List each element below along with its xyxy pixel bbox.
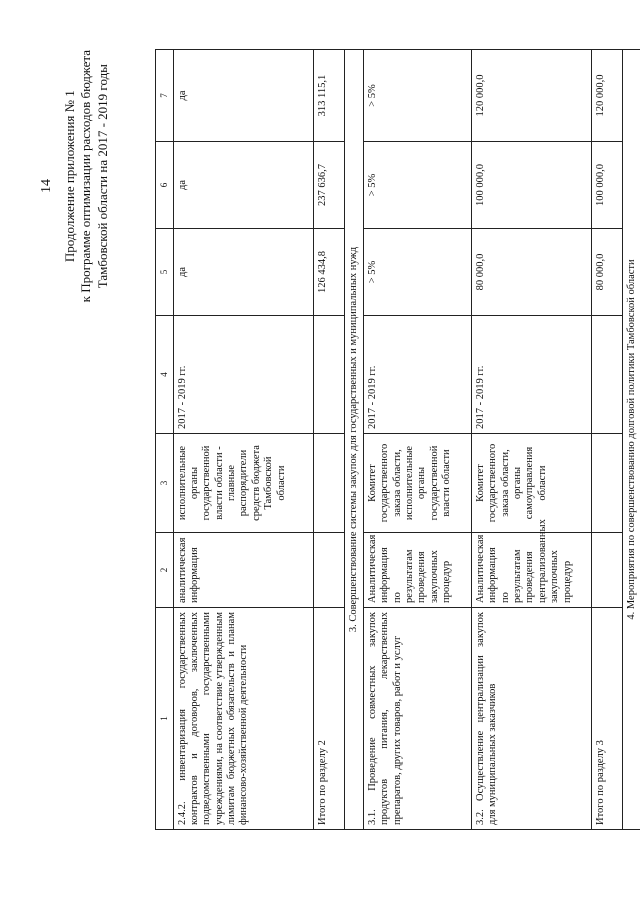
total-label: Итого по разделу 2 [313, 608, 344, 830]
total-2018: 237 636,7 [313, 142, 344, 229]
period-cell: 2017 - 2019 гг. [173, 316, 313, 434]
col-number: 2 [156, 533, 174, 608]
column-number-row [156, 50, 174, 830]
year-2018-cell: да [173, 142, 313, 229]
total-2018: 100 000,0 [591, 142, 622, 229]
col-number: 3 [156, 434, 174, 533]
total-2019: 313 115,1 [313, 50, 344, 142]
year-2019-cell: > 5% [363, 50, 471, 142]
caption-line-2: к Программе оптимизации расходов бюджета [78, 50, 94, 303]
total-2017: 126 434,8 [313, 229, 344, 316]
measures-table [155, 49, 640, 830]
total-2019: 120 000,0 [591, 50, 622, 142]
total-section-3-row [591, 50, 622, 830]
table-row-3-2 [471, 50, 591, 830]
table-row-3-1 [363, 50, 471, 830]
table-row-2-4-2 [173, 50, 313, 830]
year-2019-cell: 120 000,0 [471, 50, 591, 142]
page-number: 14 [39, 179, 54, 193]
executor-cell: Комитет государственного заказа области, исполнительные органы государственной власти области [363, 434, 471, 533]
section-3-heading-row [344, 50, 363, 830]
executor-cell: Комитет государственного заказа области, органы самоуправления области [471, 434, 591, 533]
executor-cell: исполнительные органы государственной власти области - главные распорядители средств бюджета Тамбовской области [173, 434, 313, 533]
result-form-cell: Аналитическая информация по результатам проведения закупочных процедур [363, 533, 471, 608]
year-2017-cell: да [173, 229, 313, 316]
period-cell: 2017 - 2019 гг. [363, 316, 471, 434]
period-cell: 2017 - 2019 гг. [471, 316, 591, 434]
measure-cell: 2.4.2. инвентаризация государственных контрактов и договоров, заключенных подведомственными государственными учреждениями, на соответствие утвержденным лимитам бюджетных обязательств и планам финансово-хозяйственной деятельности [173, 608, 313, 830]
year-2018-cell: 100 000,0 [471, 142, 591, 229]
year-2018-cell: > 5% [363, 142, 471, 229]
total-section-2-row [313, 50, 344, 830]
col-number: 7 [156, 50, 174, 142]
col-number: 4 [156, 316, 174, 434]
col-number: 6 [156, 142, 174, 229]
appendix-caption [62, 50, 111, 302]
total-2017: 80 000,0 [591, 229, 622, 316]
section-heading: 4. Мероприятия по совершенствованию долговой политики Тамбовской области [622, 50, 640, 830]
total-label: Итого по разделу 3 [591, 608, 622, 830]
result-form-cell: Аналитическая информация по результатам проведения централизованных закупочных процедур [471, 533, 591, 608]
col-number: 1 [156, 608, 174, 830]
year-2017-cell: > 5% [363, 229, 471, 316]
year-2019-cell: да [173, 50, 313, 142]
measure-cell: 3.1. Проведение совместных закупок продуктов питания, лекарственных препаратов, других товаров, работ и услуг [363, 608, 471, 830]
measure-cell: 3.2. Осуществление централизации закупок для муниципальных заказчиков [471, 608, 591, 830]
caption-line-1: Продолжение приложения № 1 [62, 90, 77, 263]
caption-line-3: Тамбовской области на 2017 - 2019 годы [94, 64, 110, 289]
section-heading: 3. Совершенствование системы закупок для государственных и муниципальных нужд [344, 50, 363, 830]
section-4-heading-row [622, 50, 640, 830]
result-form-cell: аналитическая информация [173, 533, 313, 608]
col-number: 5 [156, 229, 174, 316]
year-2017-cell: 80 000,0 [471, 229, 591, 316]
